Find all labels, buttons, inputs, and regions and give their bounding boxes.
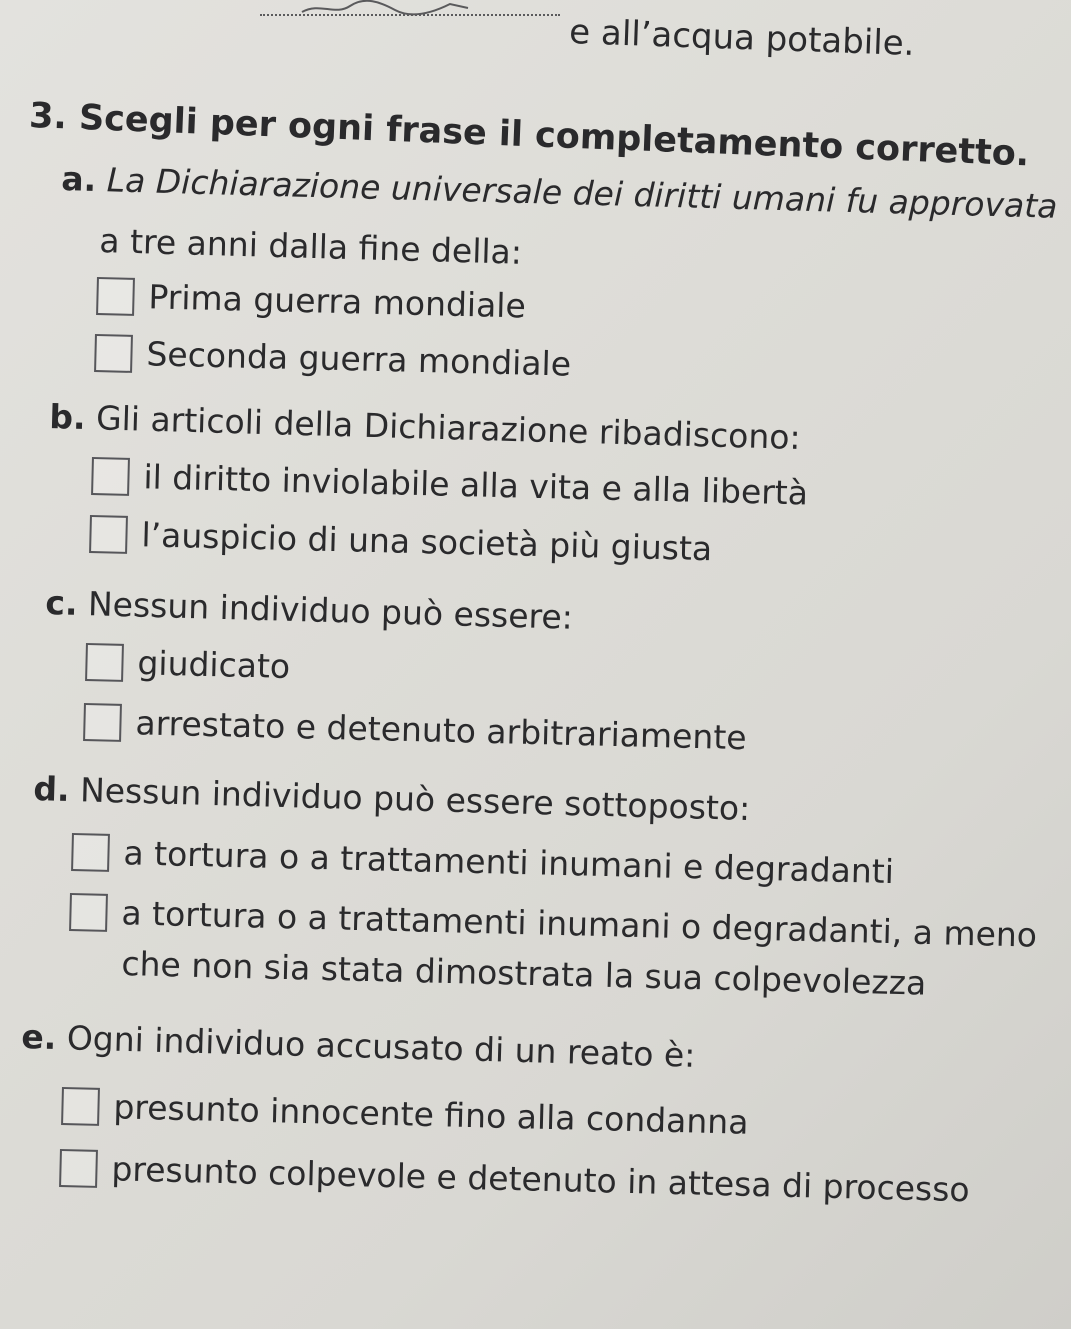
question-prompt: Nessun individuo può essere: xyxy=(87,584,574,637)
option-b-2[interactable] xyxy=(89,514,713,568)
checkbox[interactable] xyxy=(69,892,108,931)
option-label: presunto colpevole e detenuto in attesa di processo xyxy=(111,1149,971,1210)
checkbox[interactable] xyxy=(89,514,128,553)
option-c-1[interactable] xyxy=(85,642,291,686)
question-a-line-2 xyxy=(99,222,523,272)
option-d-1[interactable] xyxy=(71,832,894,891)
question-prompt: Gli articoli della Dichiarazione ribadiscono: xyxy=(95,398,802,457)
checkbox[interactable] xyxy=(83,702,122,741)
option-label: Prima guerra mondiale xyxy=(148,277,527,326)
question-d-line xyxy=(33,770,751,828)
question-prompt: Ogni individuo accusato di un reato è: xyxy=(66,1018,696,1075)
option-label: arrestato e detenuto arbitrariamente xyxy=(135,703,748,758)
checkbox[interactable] xyxy=(94,333,133,372)
question-prompt: Nessun individuo può essere sottoposto: xyxy=(79,770,751,829)
exercise-number: 3. xyxy=(28,96,68,138)
question-d xyxy=(33,770,751,828)
checkbox[interactable] xyxy=(59,1148,98,1187)
question-letter: e. xyxy=(20,1017,57,1057)
checkbox[interactable] xyxy=(61,1086,100,1125)
option-c-2[interactable] xyxy=(83,702,747,757)
question-b xyxy=(49,398,801,457)
option-label: l’auspicio di una società più giusta xyxy=(141,515,713,569)
question-c xyxy=(45,584,573,637)
question-letter: a. xyxy=(60,159,97,199)
option-e-2[interactable] xyxy=(59,1148,970,1209)
question-letter: c. xyxy=(44,583,79,623)
question-letter: b. xyxy=(48,397,87,437)
question-prompt: La Dichiarazione universale dei diritti umani fu approvata xyxy=(106,160,1058,226)
question-a-line-1 xyxy=(61,160,1058,226)
question-c-line xyxy=(45,584,573,637)
option-label: a tortura o a trattamenti inumani e degradanti xyxy=(123,833,895,892)
option-label: giudicato xyxy=(137,643,291,686)
option-a-2[interactable] xyxy=(94,333,571,384)
previous-exercise-tail: e all’acqua potabile. xyxy=(568,12,916,65)
option-label: presunto innocente fino alla condanna xyxy=(113,1087,749,1142)
option-e-1[interactable] xyxy=(61,1086,749,1142)
question-letter: d. xyxy=(32,769,71,809)
option-label: il diritto inviolabile alla vita e alla libertà xyxy=(143,457,809,513)
question-e xyxy=(21,1018,696,1075)
question-prompt-continuation: a tre anni dalla fine della: xyxy=(98,221,523,272)
exercise-title: Scegli per ogni frase il completamento corretto. xyxy=(78,97,1030,175)
option-d-2[interactable] xyxy=(69,892,1037,955)
checkbox[interactable] xyxy=(91,456,130,495)
checkbox[interactable] xyxy=(71,832,110,871)
option-label-continuation: che non sia stata dimostrata la sua colpevolezza xyxy=(121,944,927,1003)
option-label: Seconda guerra mondiale xyxy=(146,334,572,384)
question-b-line xyxy=(49,398,801,457)
option-b-1[interactable] xyxy=(91,456,808,512)
checkbox[interactable] xyxy=(96,276,135,315)
checkbox[interactable] xyxy=(85,642,124,681)
option-a-1[interactable] xyxy=(96,276,526,325)
question-e-line xyxy=(21,1018,696,1075)
option-label: a tortura o a trattamenti inumani o degradanti, a meno xyxy=(121,893,1038,955)
handwritten-scribble xyxy=(300,0,470,18)
question-a xyxy=(61,160,1058,226)
